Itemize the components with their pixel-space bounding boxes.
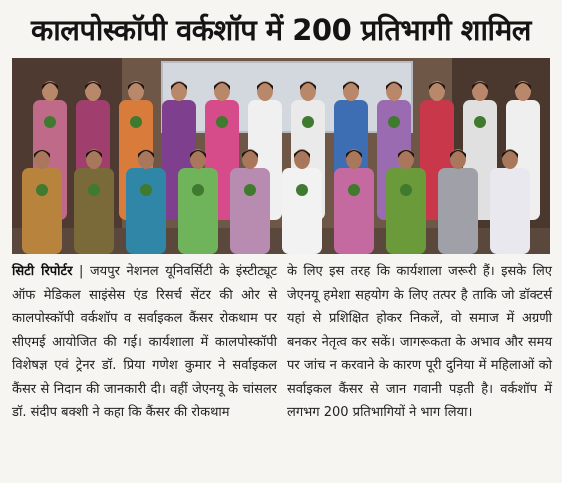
article-column-1 bbox=[12, 260, 277, 478]
person-figure bbox=[334, 168, 374, 254]
person-figure bbox=[126, 168, 166, 254]
person-figure bbox=[22, 168, 62, 254]
person-figure bbox=[490, 168, 530, 254]
byline: सिटी रिपोर्टर bbox=[12, 264, 73, 279]
potted-plant-icon bbox=[388, 116, 400, 128]
potted-plant-icon bbox=[474, 116, 486, 128]
person-figure bbox=[230, 168, 270, 254]
potted-plant-icon bbox=[192, 184, 204, 196]
article-column-1-text: | जयपुर नेशनल यूनिवर्सिटी के इंस्टीट्यूट ऑफ मेडिकल साइंसेस एंड रिसर्च सेंटर की ओर से कालपोस्कॉपी वर्कशॉप व सर्वाइकल कैंसर रोकथाम पर सीएमई आयोजित की गई। कार्यशाला में कालपोस्कॉपी विशेषज्ञ एवं ट्रेनर डॉ. प्रिया गणेश कुमार ने सर्वाइकल कैंसर से निदान की जानकारी दी। वहीं जेएनयू के चांसलर डॉ. संदीप बक्शी ने कहा कि कैंसर की रोकथाम bbox=[12, 264, 277, 420]
potted-plant-icon bbox=[296, 184, 308, 196]
article-body bbox=[12, 260, 552, 478]
person-figure bbox=[178, 168, 218, 254]
potted-plant-icon bbox=[244, 184, 256, 196]
group-photo bbox=[12, 58, 550, 254]
group-photo-illustration bbox=[12, 58, 550, 254]
potted-plant-icon bbox=[140, 184, 152, 196]
person-figure bbox=[386, 168, 426, 254]
person-figure bbox=[74, 168, 114, 254]
potted-plant-icon bbox=[400, 184, 412, 196]
potted-plant-icon bbox=[88, 184, 100, 196]
potted-plant-icon bbox=[130, 116, 142, 128]
person-figure bbox=[282, 168, 322, 254]
article-column-2: के लिए इस तरह कि कार्यशाला जरूरी हैं। इसके लिए जेएनयू हमेशा सहयोग के लिए तत्पर है ताकि जो डॉक्टर्स यहां से प्रशिक्षित होकर निकलें, वो समाज में अग्रणी बनकर नेतृत्व कर सकें। जागरूकता के अभाव और समय पर जांच न करवाने के कारण पूरी दुनिया में महिलाओं को सर्वाइकल कैंसर से जान गवानी पड़ती है। वर्कशॉप में लगभग 200 प्रतिभागियों ने भाग लिया। bbox=[287, 264, 552, 420]
potted-plant-icon bbox=[36, 184, 48, 196]
potted-plant-icon bbox=[302, 116, 314, 128]
headline: कालपोस्कॉपी वर्कशॉप में 200 प्रतिभागी शामिल bbox=[31, 12, 531, 47]
potted-plant-icon bbox=[348, 184, 360, 196]
potted-plant-icon bbox=[44, 116, 56, 128]
potted-plant-icon bbox=[216, 116, 228, 128]
person-figure bbox=[438, 168, 478, 254]
